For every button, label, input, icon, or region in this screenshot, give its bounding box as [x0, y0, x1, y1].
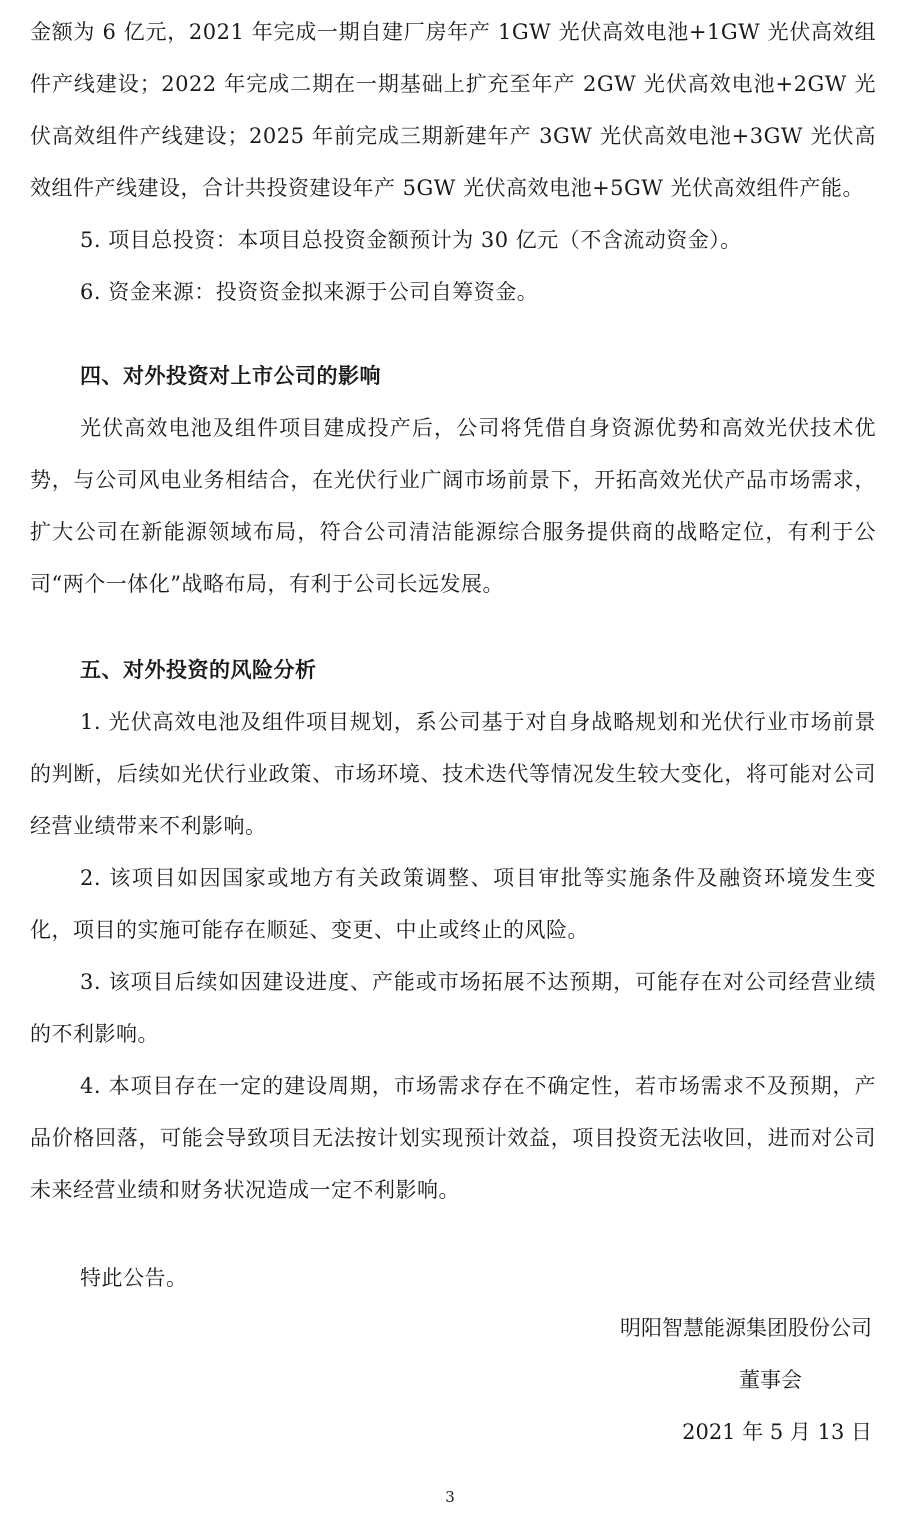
- announcement-date: 2021 年 5 月 13 日: [682, 1420, 872, 1444]
- signature-block: [620, 1302, 872, 1458]
- paragraph-total-investment: 5. 项目总投资：本项目总投资金额预计为 30 亿元（不含流动资金）。: [80, 228, 742, 252]
- company-name: 明阳智慧能源集团股份公司: [620, 1316, 872, 1340]
- document-body: [30, 0, 876, 1304]
- risk-item-3: 3. 该项目后续如因建设进度、产能或市场拓展不达预期，可能存在对公司经营业绩的不利影响。: [30, 970, 876, 1046]
- section-4-heading: 四、对外投资对上市公司的影响: [80, 364, 381, 388]
- risk-item-4: 4. 本项目存在一定的建设周期，市场需求存在不确定性，若市场需求不及预期，产品价格回落，可能会导致项目无法按计划实现预计效益，项目投资无法收回，进而对公司未来经营业绩和财务状况造成一定不利影响。: [30, 1074, 876, 1202]
- board-label: 董事会: [739, 1368, 802, 1392]
- section-5-heading: 五、对外投资的风险分析: [80, 658, 317, 682]
- closing-statement: 特此公告。: [80, 1266, 188, 1290]
- risk-item-1: 1. 光伏高效电池及组件项目规划，系公司基于对自身战略规划和光伏行业市场前景的判断，后续如光伏行业政策、市场环境、技术迭代等情况发生较大变化，将可能对公司经营业绩带来不利影响。: [30, 710, 876, 838]
- section-4-body: 光伏高效电池及组件项目建成投产后，公司将凭借自身资源优势和高效光伏技术优势，与公司风电业务相结合，在光伏行业广阔市场前景下，开拓高效光伏产品市场需求，扩大公司在新能源领域布局，符合公司清洁能源综合服务提供商的战略定位，有利于公司“两个一体化”战略布局，有利于公司长远发展。: [30, 416, 876, 596]
- risk-item-2: 2. 该项目如因国家或地方有关政策调整、项目审批等实施条件及融资环境发生变化，项目的实施可能存在顺延、变更、中止或终止的风险。: [30, 866, 876, 942]
- page-number: 3: [445, 1488, 455, 1506]
- paragraph-funding-source: 6. 资金来源：投资资金拟来源于公司自筹资金。: [80, 280, 539, 304]
- paragraph-capacity-plan: 金额为 6 亿元，2021 年完成一期自建厂房年产 1GW 光伏高效电池+1GW 光伏高效组件产线建设；2022 年完成二期在一期基础上扩充至年产 2GW 光伏高效电池+2GW 光伏高效组件产线建设；2025 年前完成三期新建年产 3GW 光伏高效电池+3GW 光伏高效组件产线建设，合计共投资建设年产 5GW 光伏高效电池+5GW 光伏高效组件产能。: [30, 20, 876, 200]
